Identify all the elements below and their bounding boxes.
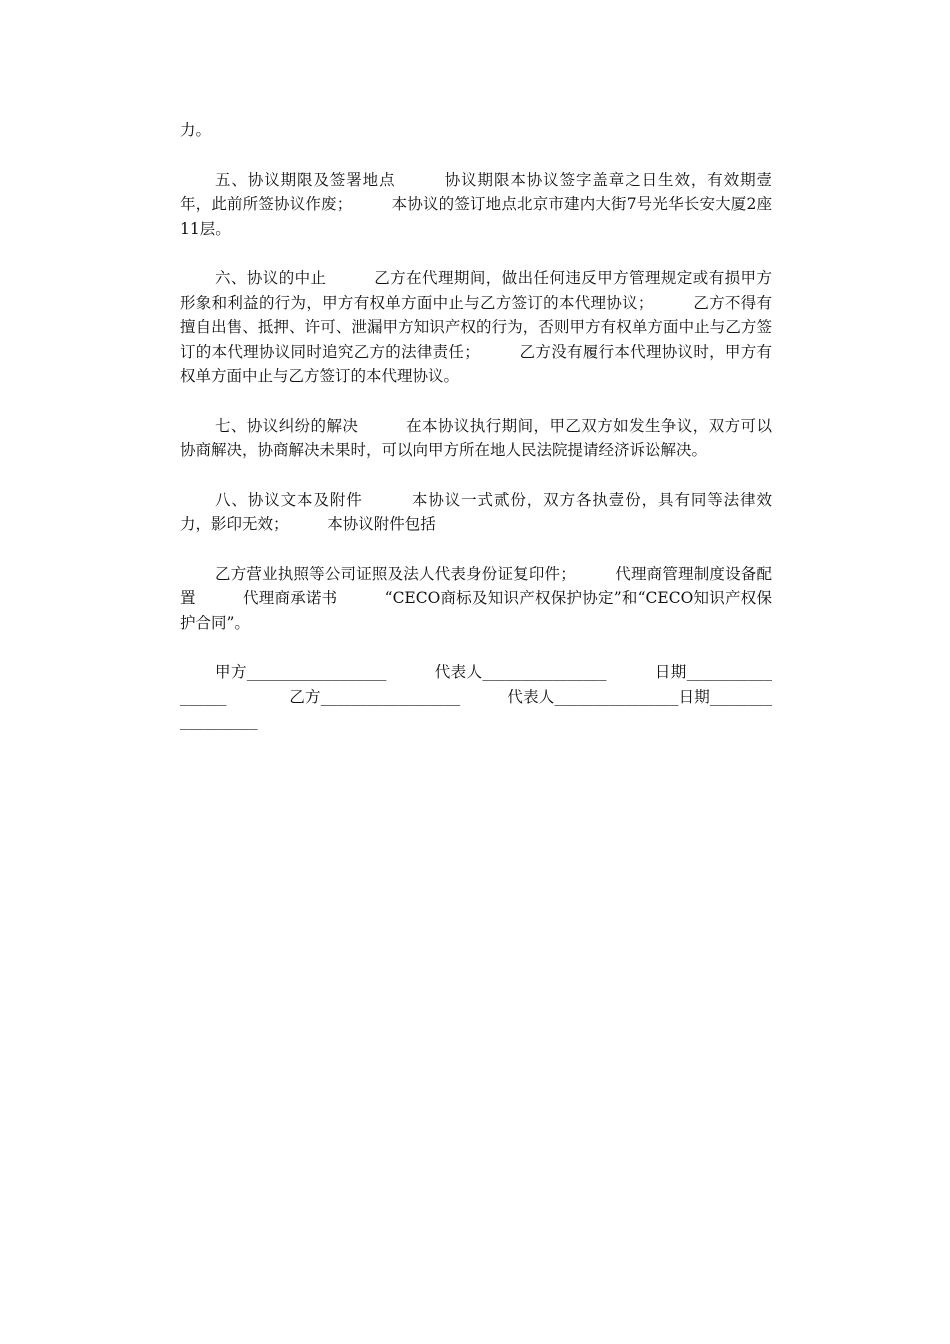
paragraph-continuation: 力。: [180, 121, 212, 139]
signature-block: 甲方__________________ 代表人________________ 日期_________________ 乙方__________________ 代表人________________日期__________________: [180, 663, 772, 730]
paragraph-section-8: 八、协议文本及附件 本协议一式贰份，双方各执壹份，具有同等法律效力，影印无效； 本协议附件包括: [180, 490, 772, 533]
paragraph-section-5: 五、协议期限及签署地点 协议期限本协议签字盖章之日生效，有效期壹年，此前所签协议作废； 本协议的签订地点北京市建内大街7号光华长安大厦2座11层。: [180, 170, 772, 238]
paragraph-section-6: 六、协议的中止 乙方在代理期间，做出任何违反甲方管理规定或有损甲方形象和利益的行为，甲方有权单方面中止与乙方签订的本代理协议； 乙方不得有擅自出售、抵押、许可、泄漏甲方知识产权的行为，否则甲方有权单方面中止与乙方签订的本代理协议同时追究乙方的法律责任； 乙方没有履行本代理协议时，甲方有权单方面中止与乙方签订的本代理协议。: [180, 269, 772, 385]
document-page: [180, 118, 772, 734]
paragraph-section-7: 七、协议纠纷的解决 在本协议执行期间，甲乙双方如发生争议，双方可以协商解决，协商解决未果时，可以向甲方所在地人民法院提请经济诉讼解决。: [180, 416, 772, 459]
paragraph-attachments: 乙方营业执照等公司证照及法人代表身份证复印件； 代理商管理制度设备配置 代理商承诺书 “CECO商标及知识产权保护协定”和“CECO知识产权保护合同”。: [180, 564, 772, 632]
